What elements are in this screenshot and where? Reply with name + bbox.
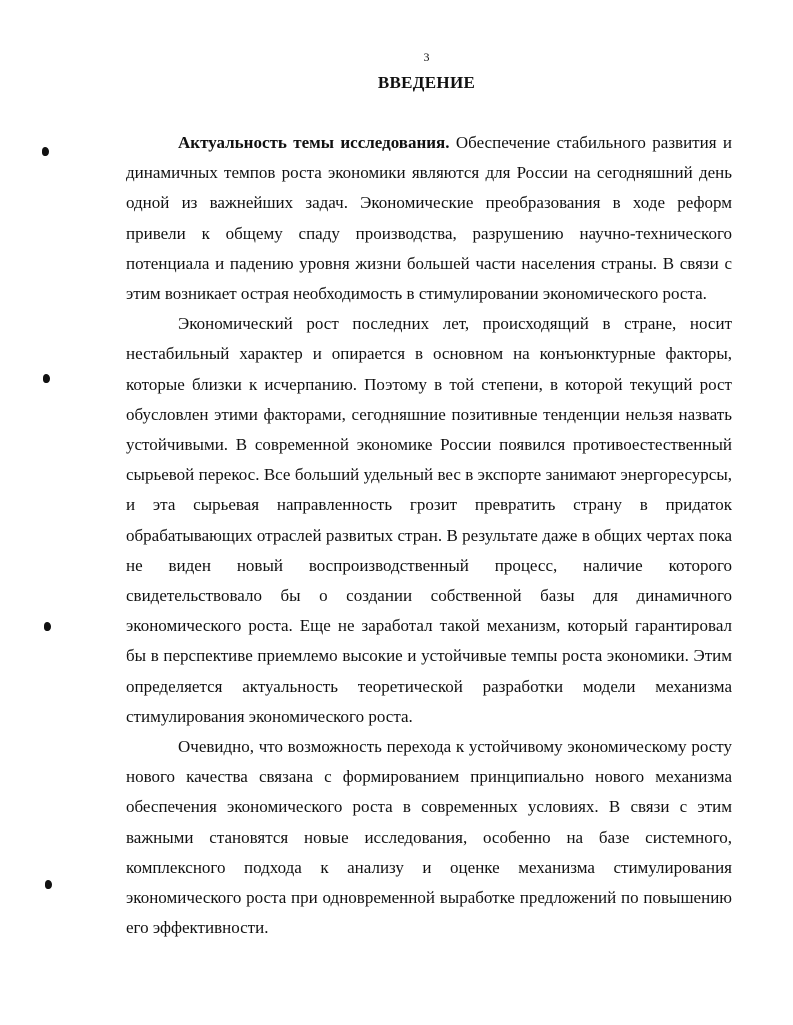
paragraph-text: Обеспечение стабильного развития и динамичных темпов роста экономики являются для России на сегодняшний день одной из важнейших задач. Экономические преобразования в ходе реформ привели к общему спаду производства, разрушению научно-технического потенциала и падению уровня жизни большей части населения страны. В связи с этим возникает острая необходимость в стимулировании экономического роста. bbox=[126, 133, 733, 304]
binding-hole-mark bbox=[44, 622, 51, 631]
paragraph bbox=[126, 128, 732, 309]
paragraph-lead: Актуальность темы исследования. bbox=[178, 133, 450, 152]
document-body bbox=[126, 128, 732, 943]
binding-hole-mark bbox=[45, 880, 52, 889]
paragraph-text: Экономический рост последних лет, происходящий в стране, носит нестабильный характер и опирается в основном на конъюнктурные факторы, которые близки к исчерпанию. Поэтому в той степени, в которой текущий рост обусловлен этими факторами, сегодняшние позитивные тенденции нельзя назвать устойчивыми. В современной экономике России появился противоестественный сырьевой перекос. Все больший удельный вес в экспорте занимают энергоресурсы, и эта сырьевая направленность грозит превратить страну в придаток обрабатывающих отраслей развитых стран. В результате даже в общих чертах пока не виден новый воспроизводственный процесс, наличие которого свидетельствовало бы о создании собственной базы для динамичного экономического роста. Еще не заработал такой механизм, который гарантировал бы в перспективе приемлемо высокие и устойчивые темпы роста экономики. Этим определяется актуальность теоретической разработки модели механизма стимулирования экономического роста. bbox=[126, 314, 732, 726]
page-number: 3 bbox=[423, 50, 430, 64]
paragraph bbox=[126, 732, 732, 943]
page-title: ВВЕДЕНИЕ bbox=[377, 73, 476, 92]
paragraph-text: Очевидно, что возможность перехода к устойчивому экономическому росту нового качества связана с формированием принципиально нового механизма обеспечения экономического роста в современных условиях. В связи с этим важными становятся новые исследования, особенно на базе системного, комплексного подхода к анализу и оценке механизма стимулирования экономического роста при одновременной выработке предложений по повышению его эффективности. bbox=[126, 737, 732, 938]
binding-hole-mark bbox=[43, 374, 50, 383]
binding-hole-mark bbox=[42, 147, 49, 156]
paragraph bbox=[126, 309, 732, 732]
